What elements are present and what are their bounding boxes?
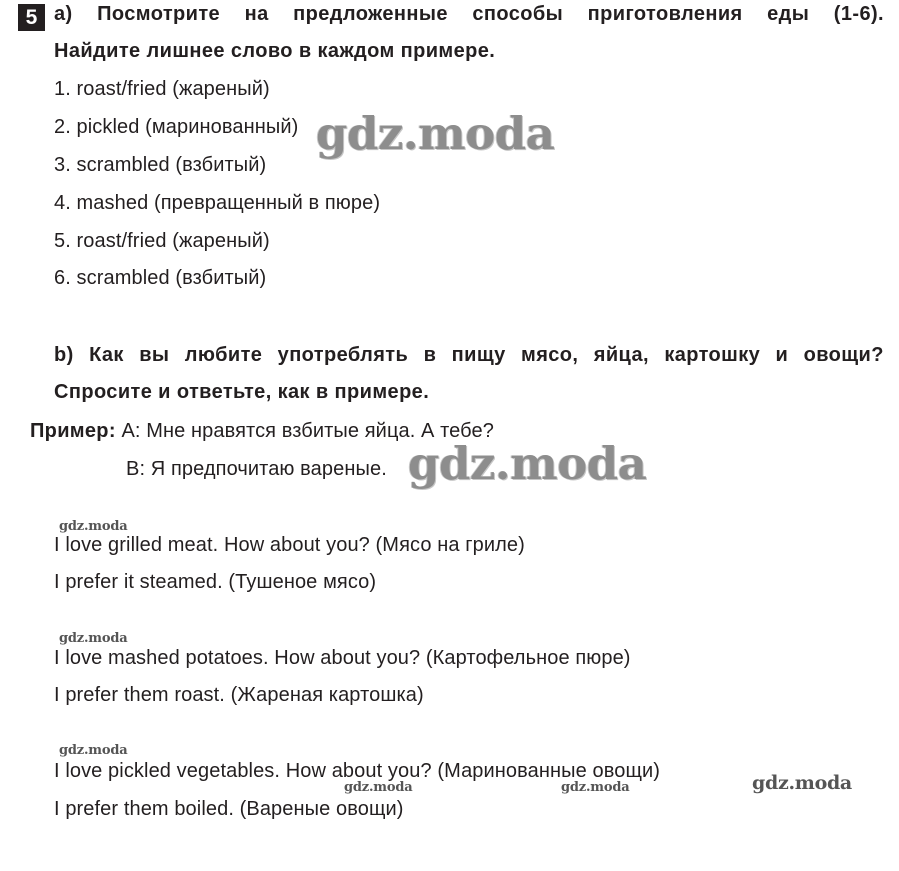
watermark: gdz.moda	[752, 772, 852, 794]
watermark: gdz.moda	[344, 780, 413, 795]
part-a-instruction-line1: a) Посмотрите на предложенные способы приготовления еды (1-6).	[54, 3, 884, 25]
watermark: gdz.moda	[408, 437, 647, 490]
answer-item-4: 4. mashed (превращенный в пюре)	[54, 192, 381, 214]
dialogue-1-line-2: I prefer it steamed. (Тушеное мясо)	[54, 571, 377, 593]
dialogue-3-line-1: I love pickled vegetables. How about you? (Маринованные овощи)	[54, 760, 661, 782]
dialogue-3-line-2: I prefer them boiled. (Вареные овощи)	[54, 798, 404, 820]
example-line-b: B: Я предпочитаю вареные.	[126, 458, 387, 480]
dialogue-2-line-2: I prefer them roast. (Жареная картошка)	[54, 684, 424, 706]
answer-item-2: 2. pickled (маринованный)	[54, 116, 299, 138]
answer-item-5: 5. roast/fried (жареный)	[54, 230, 270, 252]
answer-item-3: 3. scrambled (взбитый)	[54, 154, 267, 176]
watermark: gdz.moda	[59, 631, 128, 646]
example-label: Пример:	[30, 420, 116, 442]
dialogue-2-line-1: I love mashed potatoes. How about you? (Картофельное пюре)	[54, 647, 631, 669]
watermark: gdz.moda	[561, 780, 630, 795]
watermark: gdz.moda	[59, 519, 128, 534]
example-text-a: A: Мне нравятся взбитые яйца. А тебе?	[121, 420, 494, 442]
watermark: gdz.moda	[316, 107, 555, 160]
part-a-instruction-line2: Найдите лишнее слово в каждом примере.	[54, 40, 496, 62]
watermark: gdz.moda	[59, 743, 128, 758]
part-b-instruction-line2: Спросите и ответьте, как в примере.	[54, 381, 430, 403]
answer-item-1: 1. roast/fried (жареный)	[54, 78, 270, 100]
dialogue-1-line-1: I love grilled meat. How about you? (Мясо на гриле)	[54, 534, 525, 556]
answer-item-6: 6. scrambled (взбитый)	[54, 267, 267, 289]
part-b-instruction-line1: b) Как вы любите употреблять в пищу мясо, яйца, картошку и овощи?	[54, 344, 884, 366]
exercise-number-badge: 5	[18, 4, 45, 31]
